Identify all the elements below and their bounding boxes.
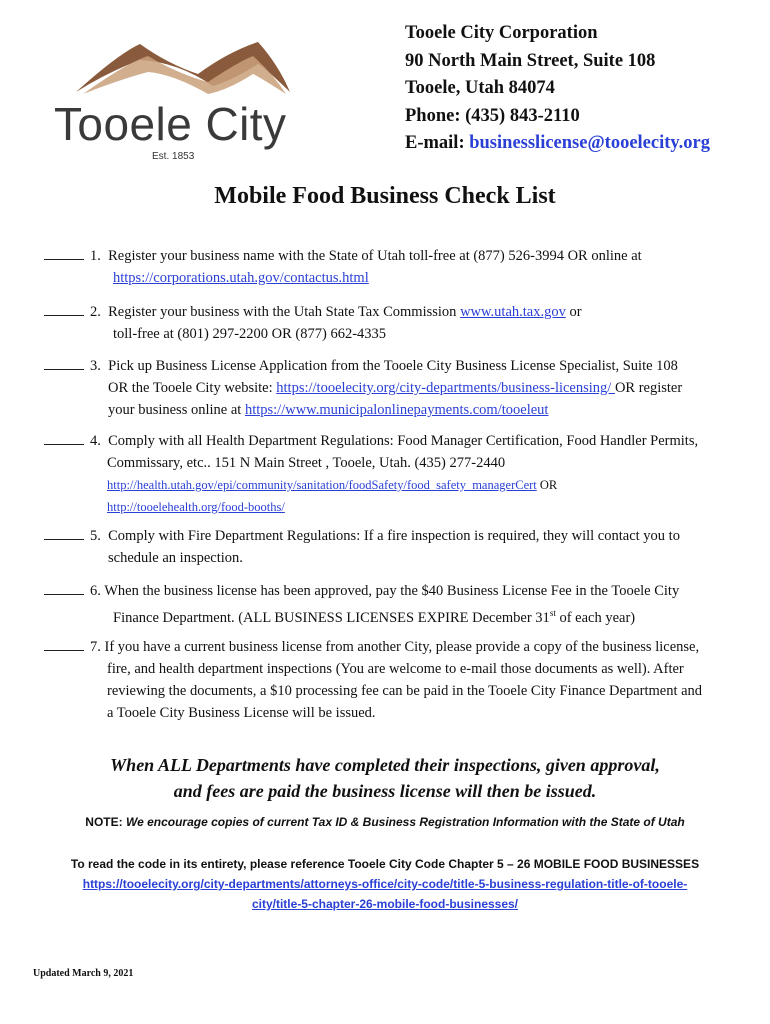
link[interactable]: www.utah.tax.gov bbox=[460, 304, 566, 320]
email-link[interactable]: businesslicense@tooelecity.org bbox=[469, 133, 710, 153]
org-name: Tooele City Corporation bbox=[405, 23, 598, 43]
page-title: Mobile Food Business Check List bbox=[214, 183, 556, 209]
city: Tooele, Utah 84074 bbox=[405, 78, 555, 98]
checklist-item: 2. Register your business with the Utah State Tax Commission www.utah.tax.gov or toll-free at (801) 297-2200 OR (877) 662-4335 bbox=[44, 301, 734, 345]
checklist-item: 5. Comply with Fire Department Regulations: If a fire inspection is required, they will contact you to schedule an inspection. bbox=[44, 525, 734, 569]
code-link[interactable]: https://tooelecity.org/city-departments/attorneys-office/city-code/title-5-business-regulation-title-of-tooele-city/title-5-chapter-26-mobile-food-businesses/ bbox=[82, 877, 688, 911]
link[interactable]: https://tooelecity.org/city-departments/business-licensing/ bbox=[276, 380, 615, 396]
logo-name: Tooele City bbox=[54, 98, 286, 150]
checklist-item: 6. When the business license has been approved, pay the $40 Business License Fee in the Tooele City Finance Department. (ALL BUSINESS LICENSES EXPIRE December 31st of each year) bbox=[44, 580, 734, 629]
updated-date: Updated March 9, 2021 bbox=[33, 968, 134, 979]
logo-est: Est. 1853 bbox=[152, 151, 195, 162]
checklist-item: 1. Register your business name with the State of Utah toll-free at (877) 526-3994 OR online at https://corporations.utah.gov/contactus.html bbox=[44, 245, 734, 289]
checkbox-blank[interactable] bbox=[44, 582, 84, 595]
checkbox-blank[interactable] bbox=[44, 357, 84, 370]
link[interactable]: https://www.municipalonlinepayments.com/tooeleut bbox=[244, 402, 549, 418]
checkbox-blank[interactable] bbox=[44, 638, 84, 651]
header-address bbox=[405, 20, 710, 158]
link[interactable]: http://health.utah.gov/epi/community/sanitation/foodSafety/food_safety_managerCert bbox=[107, 478, 537, 492]
code-reference: To read the code in its entirety, please reference Tooele City Code Chapter 5 – 26 MOBILE FOOD BUSINESSES https://tooelecity.org/city-departments/attorneys-office/city-code/title-5-business-regulation-title-of-tooele-city/title-5-chapter-26-mobile-food-businesses/ bbox=[60, 854, 710, 914]
email-label: E-mail: bbox=[405, 133, 470, 153]
street: 90 North Main Street, Suite 108 bbox=[405, 50, 656, 71]
checkbox-blank[interactable] bbox=[44, 527, 84, 540]
checkbox-blank[interactable] bbox=[44, 303, 84, 316]
note: NOTE: We encourage copies of current Tax ID & Business Registration Information with the State of Utah bbox=[85, 815, 685, 829]
checklist-item: 7. If you have a current business license from another City, please provide a copy of the business license, fire, and health department inspections (You are welcome to e-mail those documents as well). After reviewing the documents, a $10 processing fee can be paid in the Tooele City Finance Department and a Tooele City Business License will be issued. bbox=[44, 636, 734, 724]
checkbox-blank[interactable] bbox=[44, 432, 84, 445]
checkbox-blank[interactable] bbox=[44, 247, 84, 260]
phone: Phone: (435) 843-2110 bbox=[405, 105, 580, 126]
tooele-city-logo bbox=[48, 34, 293, 164]
link[interactable]: http://tooelehealth.org/food-booths/ bbox=[107, 500, 285, 514]
link[interactable]: https://corporations.utah.gov/contactus.html bbox=[113, 270, 369, 286]
checklist-item: 3. Pick up Business License Application from the Tooele City Business License Specialist, Suite 108 OR the Tooele City website: https://tooelecity.org/city-departments/business-licensing/ OR register your business online at https://www.municipalonlinepayments.com/tooeleut bbox=[44, 355, 734, 421]
closing-statement: When ALL Departments have completed their inspections, given approval, and fees are paid the business license will then be issued. bbox=[110, 755, 660, 801]
checklist-item: 4. Comply with all Health Department Regulations: Food Manager Certification, Food Handler Permits, Commissary, etc.. 151 N Main Street , Tooele, Utah. (435) 277-2440 http://health.utah.gov/epi/community/sanitation/foodSafety/food_safety_managerCert OR http://tooelehealth.org/food-booths/ bbox=[44, 430, 734, 518]
